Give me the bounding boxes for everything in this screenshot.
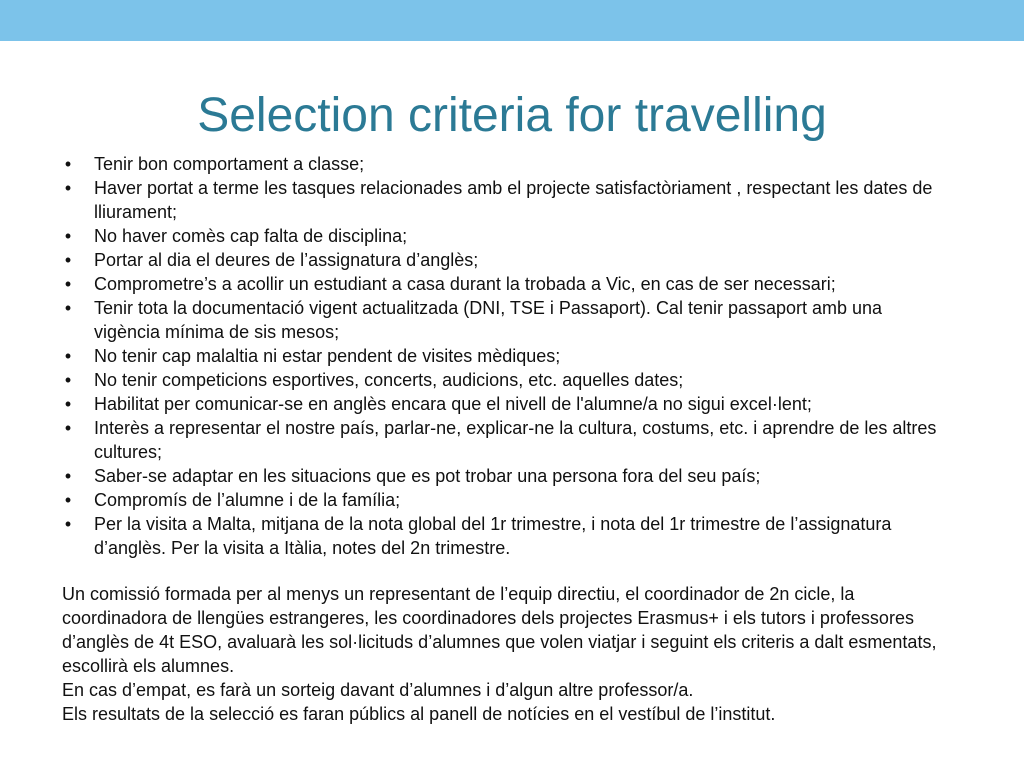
criteria-text: Tenir bon comportament a classe; [94, 154, 365, 174]
criteria-text: No tenir competicions esportives, concerts, audicions, etc. aquelles dates; [94, 370, 684, 390]
criteria-text: No tenir cap malaltia ni estar pendent de visites mèdiques; [94, 346, 561, 366]
top-accent-bar [0, 0, 1024, 41]
criteria-list [62, 152, 952, 560]
criteria-item [62, 488, 952, 512]
criteria-item [62, 464, 952, 488]
criteria-text: Saber-se adaptar en les situacions que es pot trobar una persona fora del seu país; [94, 466, 761, 486]
bullet-icon: • [64, 226, 72, 246]
criteria-item [62, 512, 952, 560]
criteria-item [62, 416, 952, 464]
committee-paragraph: Un comissió formada per al menys un representant de l’equip directiu, el coordinador de 2n cicle, la coordinadora de llengües estrangeres, les coordinadores dels projectes Erasmus+ i els tutors i professores d’anglès de 4t ESO, avaluarà les sol·licituds d’alumnes que volen viatjar i seguint els criteris a dalt esmentats, escollirà els alumnes. [62, 584, 937, 676]
criteria-text: Haver portat a terme les tasques relacionades amb el projecte satisfactòriament , respectant les dates de lliurament; [94, 178, 933, 222]
selection-process-text [62, 582, 962, 726]
bullet-icon: • [64, 394, 72, 414]
tie-break-paragraph: En cas d’empat, es farà un sorteig davant d’alumnes i d’algun altre professor/a. [62, 680, 694, 700]
criteria-text: Portar al dia el deures de l’assignatura d’anglès; [94, 250, 479, 270]
criteria-text: Tenir tota la documentació vigent actualitzada (DNI, TSE i Passaport). Cal tenir passaport amb una vigència mínima de sis mesos; [94, 298, 883, 342]
bullet-icon: • [64, 346, 72, 366]
bullet-icon: • [64, 178, 72, 198]
bullet-icon: • [64, 466, 72, 486]
criteria-text: No haver comès cap falta de disciplina; [94, 226, 408, 246]
criteria-text: Comprometre’s a acollir un estudiant a casa durant la trobada a Vic, en cas de ser necessari; [94, 274, 836, 294]
bullet-icon: • [64, 370, 72, 390]
bullet-icon: • [64, 298, 72, 318]
criteria-item [62, 392, 952, 416]
bullet-icon: • [64, 250, 72, 270]
criteria-item [62, 296, 952, 344]
criteria-item [62, 344, 952, 368]
bullet-icon: • [64, 514, 72, 534]
criteria-text: Interès a representar el nostre país, parlar-ne, explicar-ne la cultura, costums, etc. i aprendre de les altres cultures; [94, 418, 937, 462]
criteria-text: Compromís de l’alumne i de la família; [94, 490, 401, 510]
criteria-item [62, 176, 952, 224]
bullet-icon: • [64, 274, 72, 294]
bullet-icon: • [64, 490, 72, 510]
bullet-icon: • [64, 418, 72, 438]
results-paragraph: Els resultats de la selecció es faran públics al panell de notícies en el vestíbul de l’institut. [62, 704, 776, 724]
slide-title: Selection criteria for travelling [197, 89, 827, 142]
criteria-item [62, 248, 952, 272]
criteria-item [62, 368, 952, 392]
criteria-item [62, 272, 952, 296]
criteria-text: Per la visita a Malta, mitjana de la nota global del 1r trimestre, i nota del 1r trimestre de l’assignatura d’anglès. Per la visita a Itàlia, notes del 2n trimestre. [94, 514, 892, 558]
criteria-item [62, 152, 952, 176]
criteria-text: Habilitat per comunicar-se en anglès encara que el nivell de l'alumne/a no sigui excel·lent; [94, 394, 812, 414]
bullet-icon: • [64, 154, 72, 174]
criteria-item [62, 224, 952, 248]
